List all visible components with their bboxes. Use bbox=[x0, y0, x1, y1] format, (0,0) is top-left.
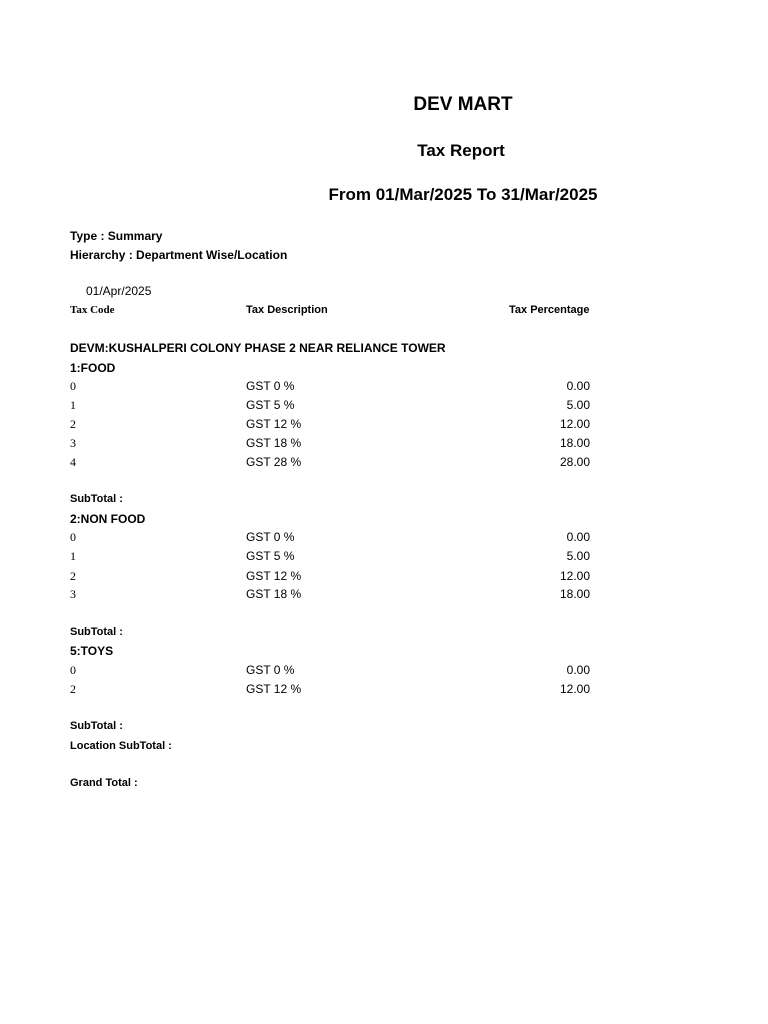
tax-percentage-cell: 28.00 bbox=[559, 455, 590, 469]
tax-code-cell: 2 bbox=[70, 682, 76, 696]
tax-percentage-cell: 0.00 bbox=[566, 379, 590, 393]
column-header-tax-code: Tax Code bbox=[70, 304, 115, 316]
company-name: DEV MART bbox=[413, 94, 513, 115]
tax-code-cell: 2 bbox=[70, 569, 76, 583]
tax-percentage-cell: 18.00 bbox=[559, 436, 590, 450]
tax-percentage-cell: 0.00 bbox=[566, 663, 590, 677]
tax-percentage-cell: 18.00 bbox=[559, 587, 590, 601]
column-header-tax-percentage: Tax Percentage bbox=[509, 304, 590, 316]
table-row bbox=[70, 379, 590, 397]
tax-description-cell: GST 18 % bbox=[246, 436, 302, 450]
column-header-tax-description: Tax Description bbox=[246, 304, 328, 316]
tax-description-cell: GST 18 % bbox=[246, 587, 302, 601]
table-row bbox=[70, 682, 590, 700]
location-subtotal-label: Location SubTotal : bbox=[70, 740, 172, 752]
tax-percentage-cell: 0.00 bbox=[566, 530, 590, 544]
tax-code-cell: 0 bbox=[70, 530, 76, 544]
tax-percentage-cell: 5.00 bbox=[566, 549, 590, 563]
tax-percentage-cell: 12.00 bbox=[559, 682, 590, 696]
location-heading: DEVM:KUSHALPERI COLONY PHASE 2 NEAR RELIANCE TOWER bbox=[70, 341, 446, 355]
table-row bbox=[70, 398, 590, 416]
report-type: Type : Summary bbox=[70, 229, 163, 243]
tax-code-cell: 4 bbox=[70, 455, 76, 469]
tax-description-cell: GST 12 % bbox=[246, 569, 302, 583]
tax-code-cell: 3 bbox=[70, 587, 76, 601]
tax-description-cell: GST 5 % bbox=[246, 549, 295, 563]
tax-description-cell: GST 0 % bbox=[246, 663, 295, 677]
tax-code-cell: 3 bbox=[70, 436, 76, 450]
group-heading: 1:FOOD bbox=[70, 361, 116, 375]
tax-description-cell: GST 28 % bbox=[246, 455, 302, 469]
report-period: From 01/Mar/2025 To 31/Mar/2025 bbox=[328, 185, 598, 204]
group-heading: 5:TOYS bbox=[70, 644, 114, 658]
table-row bbox=[70, 549, 590, 567]
tax-percentage-cell: 12.00 bbox=[559, 417, 590, 431]
group-heading: 2:NON FOOD bbox=[70, 512, 146, 526]
tax-description-cell: GST 12 % bbox=[246, 417, 302, 431]
subtotal-label: SubTotal : bbox=[70, 493, 123, 505]
tax-description-cell: GST 5 % bbox=[246, 398, 295, 412]
table-row bbox=[70, 569, 590, 587]
table-row bbox=[70, 417, 590, 435]
tax-description-cell: GST 12 % bbox=[246, 682, 302, 696]
tax-percentage-cell: 12.00 bbox=[559, 569, 590, 583]
table-row bbox=[70, 587, 590, 605]
tax-code-cell: 1 bbox=[70, 549, 76, 563]
tax-description-cell: GST 0 % bbox=[246, 530, 295, 544]
table-row bbox=[70, 530, 590, 548]
grand-total-label: Grand Total : bbox=[70, 777, 138, 789]
tax-code-cell: 2 bbox=[70, 417, 76, 431]
tax-code-cell: 0 bbox=[70, 663, 76, 677]
table-row bbox=[70, 455, 590, 473]
report-hierarchy: Hierarchy : Department Wise/Location bbox=[70, 248, 288, 262]
tax-percentage-cell: 5.00 bbox=[566, 398, 590, 412]
tax-code-cell: 0 bbox=[70, 379, 76, 393]
run-date: 01/Apr/2025 bbox=[86, 284, 152, 298]
subtotal-label: SubTotal : bbox=[70, 626, 123, 638]
tax-code-cell: 1 bbox=[70, 398, 76, 412]
subtotal-label: SubTotal : bbox=[70, 720, 123, 732]
report-title: Tax Report bbox=[417, 141, 505, 160]
table-row bbox=[70, 663, 590, 681]
tax-description-cell: GST 0 % bbox=[246, 379, 295, 393]
table-row bbox=[70, 436, 590, 454]
